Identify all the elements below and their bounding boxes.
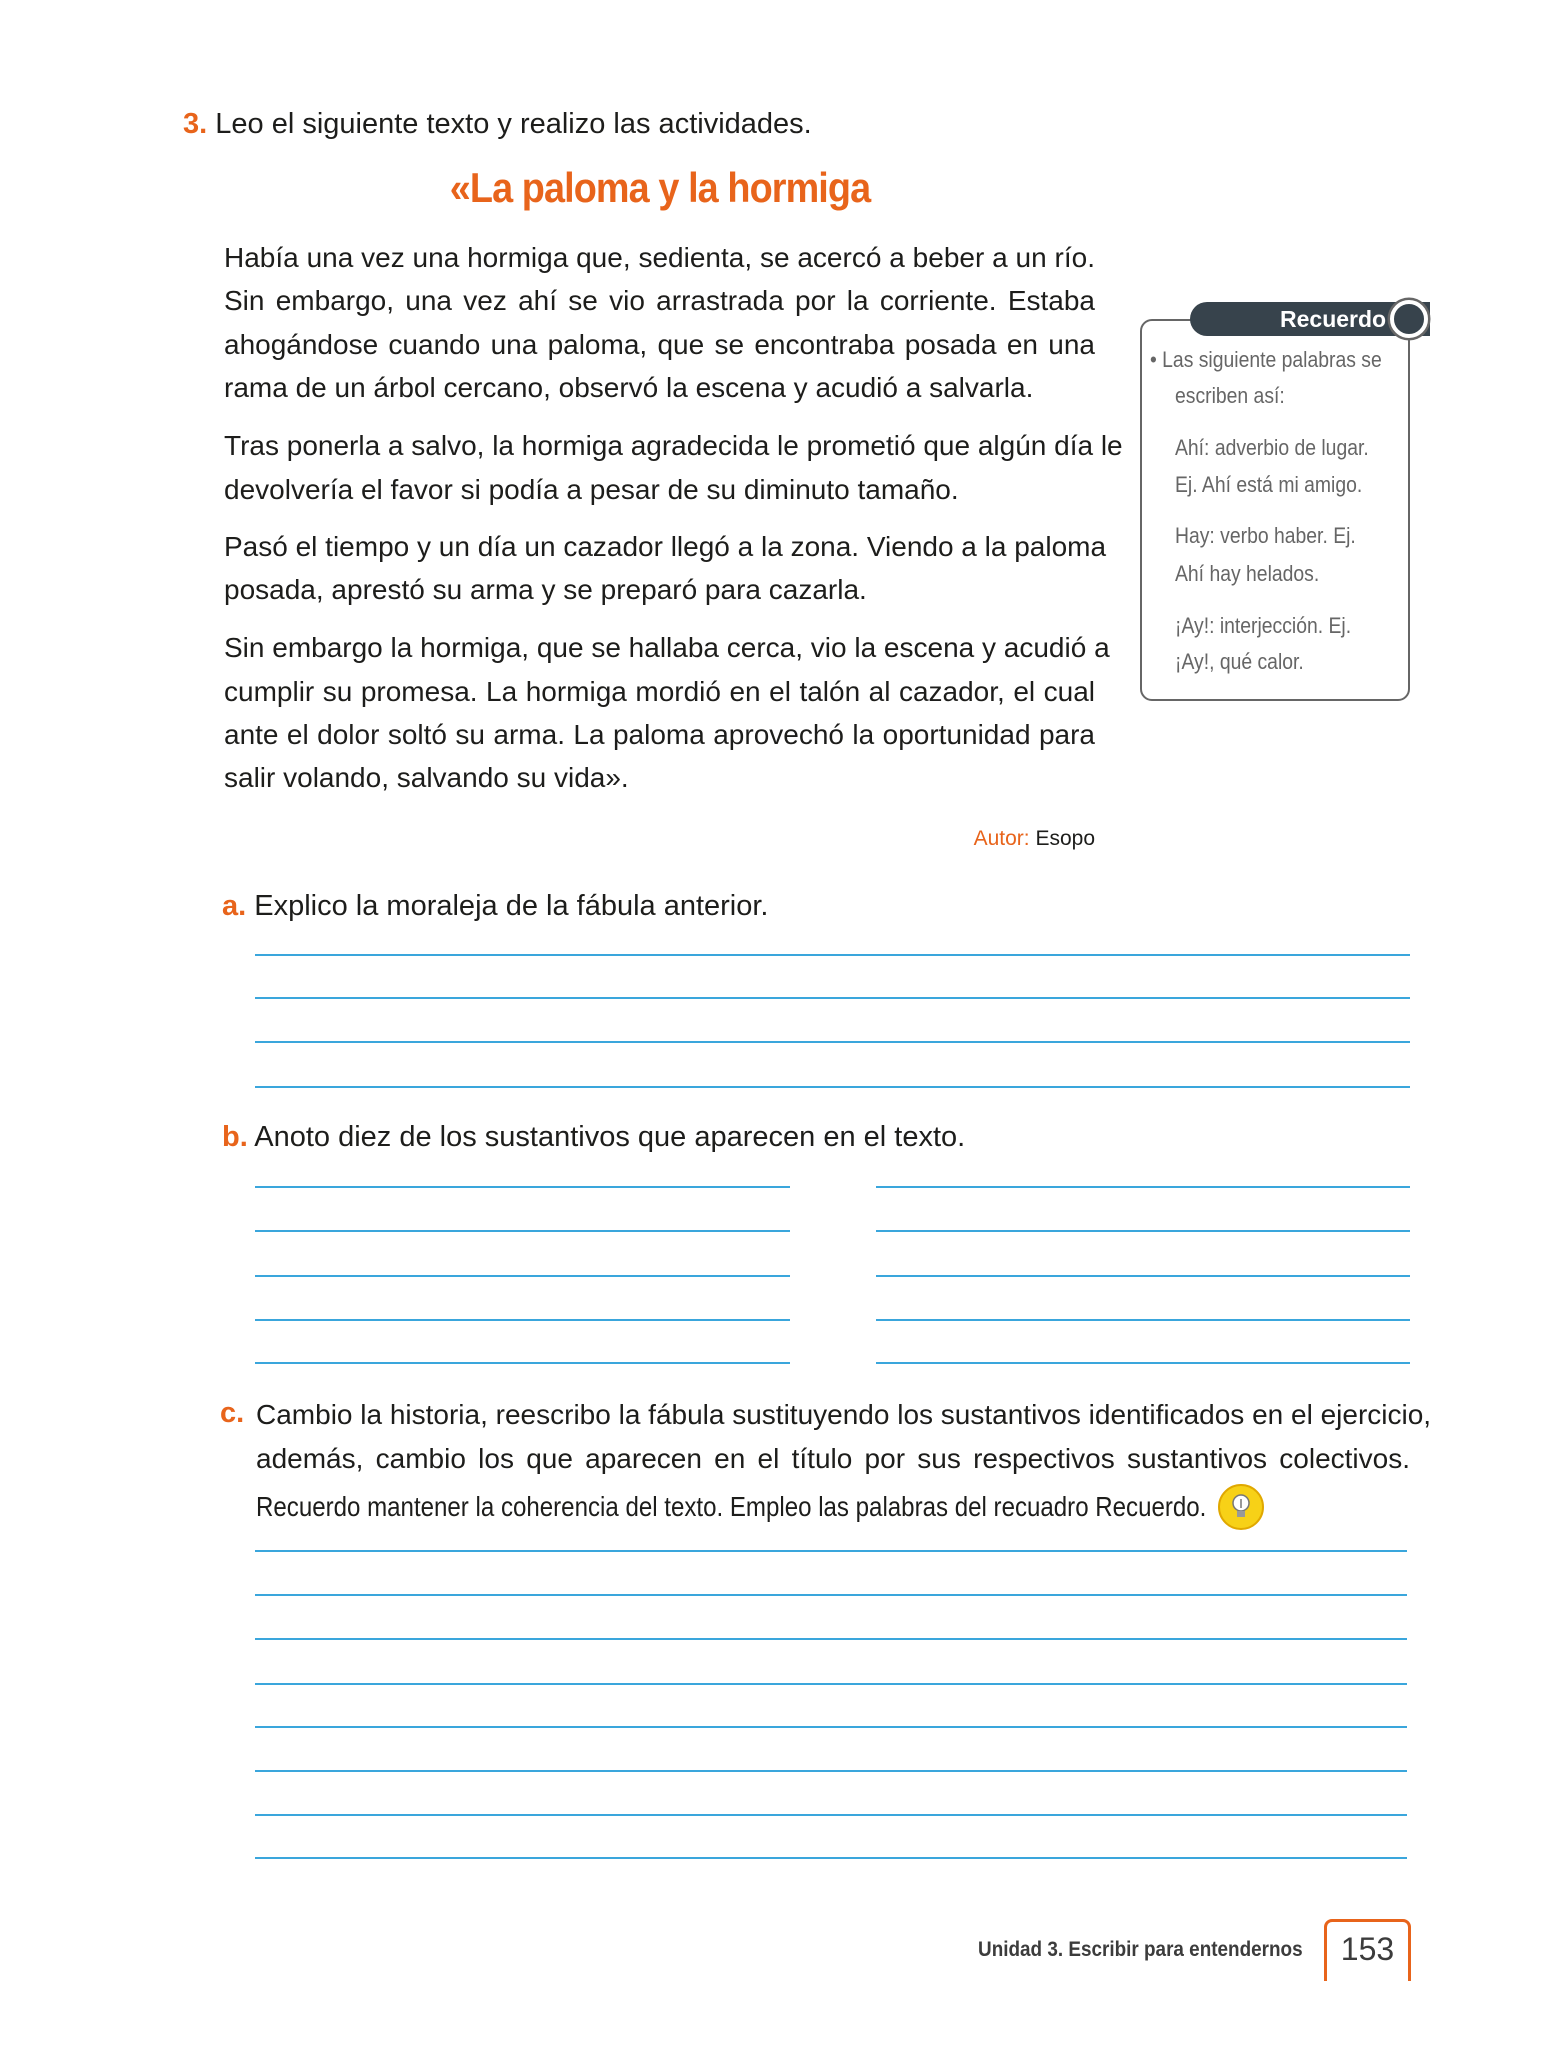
- author-name: Esopo: [1035, 827, 1095, 850]
- answer-line[interactable]: [255, 1230, 790, 1232]
- recuerdo-line: escriben así:: [1175, 383, 1285, 408]
- answer-line[interactable]: [255, 1186, 790, 1188]
- answer-line[interactable]: [255, 1857, 1407, 1859]
- story-line: ahogándose cuando una paloma, que se encontraba posada en una: [224, 329, 1095, 360]
- recuerdo-box: [1140, 319, 1410, 701]
- answer-line[interactable]: [255, 1041, 1410, 1043]
- answer-line[interactable]: [255, 1550, 1407, 1552]
- answer-line[interactable]: [255, 1319, 790, 1321]
- recuerdo-line: • Las siguiente palabras se: [1150, 347, 1382, 372]
- question-b: [222, 1121, 965, 1154]
- answer-line[interactable]: [255, 1086, 1410, 1088]
- question-letter: a.: [222, 890, 247, 922]
- story-title: «La paloma y la hormiga: [449, 164, 871, 211]
- recuerdo-line: Ahí hay helados.: [1175, 561, 1320, 586]
- recuerdo-line: Ej. Ahí está mi amigo.: [1175, 472, 1363, 497]
- question-c-line: Recuerdo mantener la coherencia del texto. Empleo las palabras del recuadro Recuerdo.: [256, 1491, 1207, 1522]
- recuerdo-line: ¡Ay!, qué calor.: [1175, 649, 1304, 674]
- question-c-line: Cambio la historia, reescribo la fábula sustituyendo los sustantivos identificados en el ejercicio,: [256, 1399, 1432, 1430]
- lightbulb-icon: [1218, 1484, 1264, 1530]
- story-line: devolvería el favor si podía a pesar de su diminuto tamaño.: [224, 474, 959, 505]
- story-line: Tras ponerla a salvo, la hormiga agradecida le prometió que algún día le: [224, 430, 1123, 461]
- answer-line[interactable]: [255, 1770, 1407, 1772]
- author-label: Autor:: [973, 827, 1030, 850]
- question-text: Anoto diez de los sustantivos que aparecen en el texto.: [254, 1121, 966, 1153]
- story-line: Pasó el tiempo y un día un cazador llegó a la zona. Viendo a la paloma: [224, 531, 1107, 562]
- story-line: posada, aprestó su arma y se preparó para cazarla.: [224, 574, 867, 605]
- answer-line[interactable]: [255, 1726, 1407, 1728]
- answer-line[interactable]: [255, 1362, 790, 1364]
- author-credit: [974, 827, 1095, 851]
- question-letter: c.: [220, 1397, 245, 1429]
- answer-line[interactable]: [255, 1638, 1407, 1640]
- recuerdo-circle-icon: [1390, 300, 1428, 338]
- question-c-last-line: [256, 1484, 1264, 1530]
- answer-line[interactable]: [255, 1594, 1407, 1596]
- recuerdo-line: Hay: verbo haber. Ej.: [1175, 523, 1356, 548]
- story-line: ante el dolor soltó su arma. La paloma aprovechó la oportunidad para: [224, 719, 1095, 750]
- answer-line[interactable]: [255, 1275, 790, 1277]
- question-letter: b.: [222, 1121, 248, 1153]
- exercise-number: 3.: [183, 108, 208, 140]
- answer-line[interactable]: [876, 1230, 1410, 1232]
- answer-line[interactable]: [255, 954, 1410, 956]
- answer-line[interactable]: [876, 1362, 1410, 1364]
- answer-line[interactable]: [255, 1683, 1407, 1685]
- recuerdo-line: ¡Ay!: interjección. Ej.: [1175, 613, 1352, 638]
- answer-line[interactable]: [876, 1275, 1410, 1277]
- story-line: Sin embargo, una vez ahí se vio arrastrada por la corriente. Estaba: [224, 285, 1095, 316]
- exercise-instruction: [183, 108, 812, 141]
- instruction-text: Leo el siguiente texto y realizo las actividades.: [215, 108, 812, 140]
- answer-line[interactable]: [255, 997, 1410, 999]
- question-a: [222, 890, 769, 923]
- question-text: Explico la moraleja de la fábula anterior.: [254, 890, 769, 922]
- story-line: cumplir su promesa. La hormiga mordió en el talón al cazador, el cual: [224, 676, 1095, 707]
- answer-line[interactable]: [255, 1814, 1407, 1816]
- story-line: rama de un árbol cercano, observó la escena y acudió a salvarla.: [224, 372, 1034, 403]
- answer-line[interactable]: [876, 1186, 1410, 1188]
- story-line: Había una vez una hormiga que, sedienta, se acercó a beber a un río.: [224, 242, 1095, 273]
- page-number: 153: [1324, 1919, 1411, 1981]
- footer-unit: Unidad 3. Escribir para entendernos: [978, 1938, 1303, 1961]
- recuerdo-title: Recuerdo: [1190, 302, 1430, 336]
- question-c-line: además, cambio los que aparecen en el título por sus respectivos sustantivos colectivos.: [256, 1443, 1410, 1474]
- answer-line[interactable]: [876, 1319, 1410, 1321]
- story-line: Sin embargo la hormiga, que se hallaba cerca, vio la escena y acudió a: [224, 632, 1110, 663]
- story-line: salir volando, salvando su vida».: [224, 762, 629, 793]
- recuerdo-line: Ahí: adverbio de lugar.: [1175, 435, 1369, 460]
